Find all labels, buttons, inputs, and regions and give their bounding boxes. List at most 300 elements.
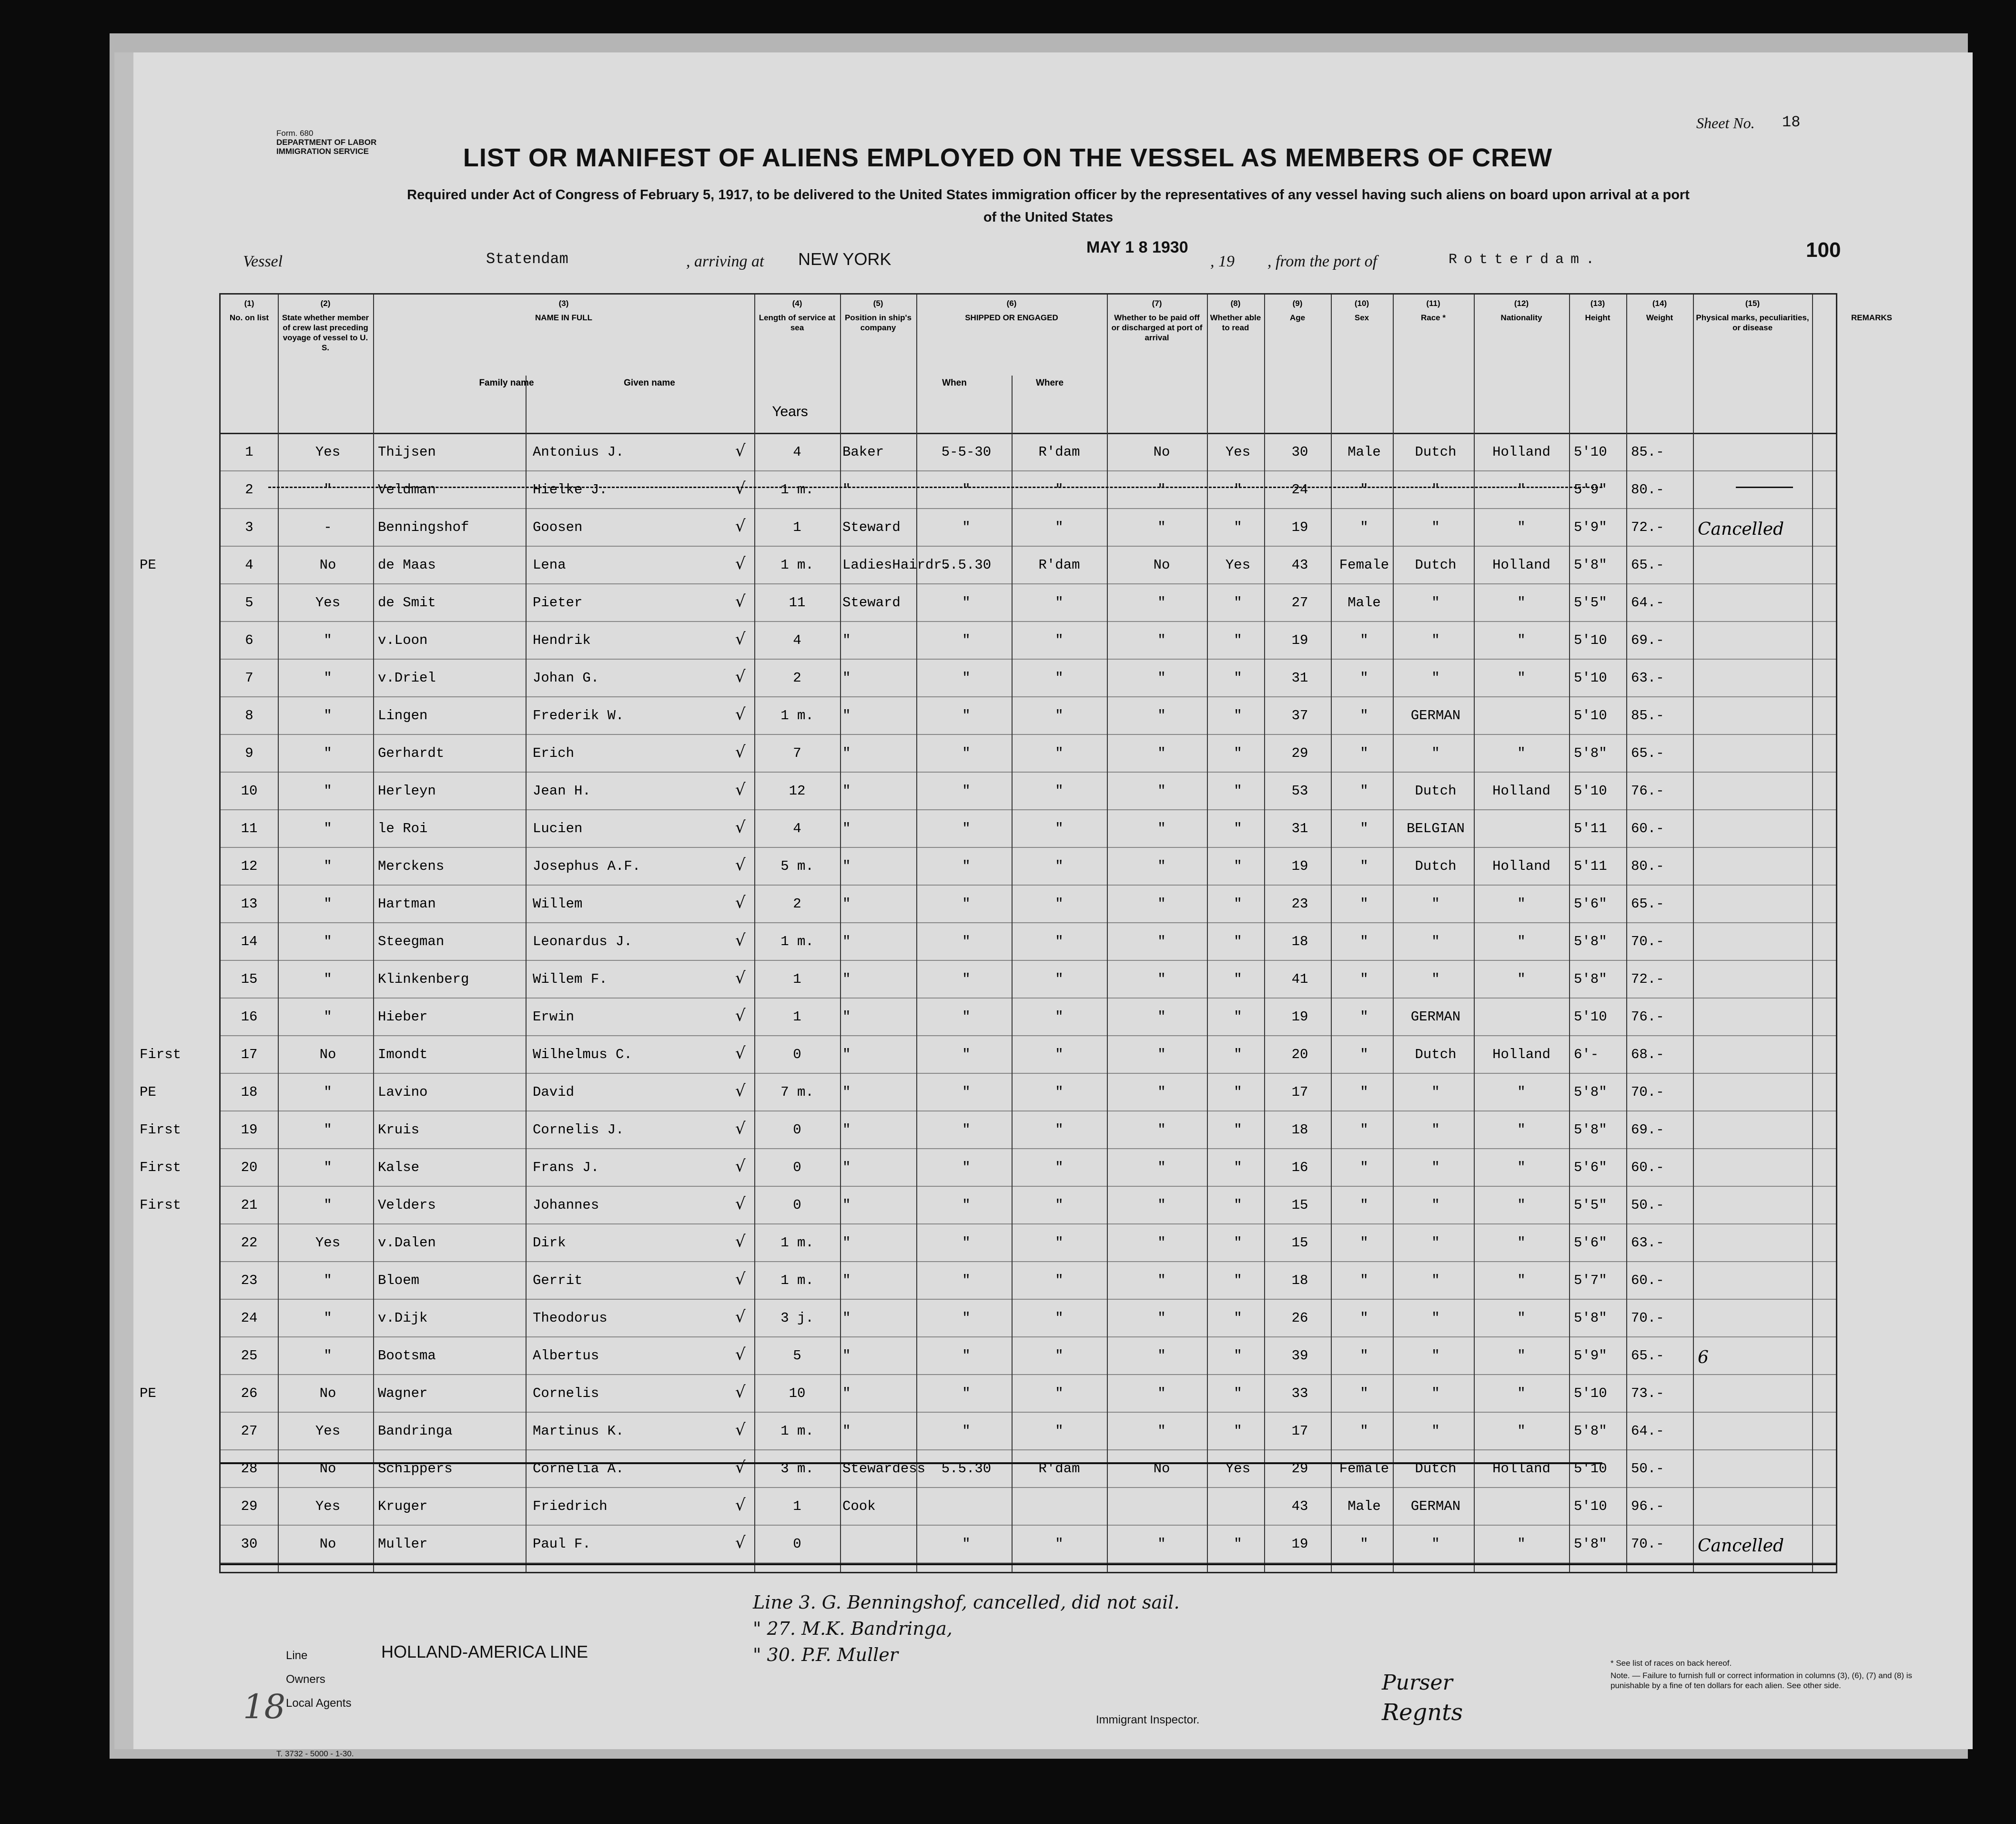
cell-position: "	[842, 1235, 851, 1251]
cell-no: 12	[241, 858, 258, 874]
form-number: Form. 680	[276, 129, 314, 138]
cell-sex: "	[1360, 708, 1368, 723]
cell-prev: "	[324, 1084, 332, 1100]
cell-height: 5'9"	[1574, 1348, 1607, 1364]
cell-paid: "	[1157, 971, 1166, 987]
column-number: (10)	[1354, 299, 1369, 308]
cell-when: "	[962, 783, 971, 799]
strike-row-30	[221, 1563, 1836, 1565]
cell-nat: "	[1517, 1273, 1526, 1288]
cell-read: "	[1234, 971, 1242, 987]
sheet-label: Sheet No.	[1696, 114, 1755, 132]
cell-prev: Yes	[315, 1423, 341, 1439]
cell-age: 39	[1291, 1348, 1308, 1364]
cell-read: "	[1234, 1348, 1242, 1364]
cell-when: "	[962, 1536, 971, 1552]
cell-prev: "	[324, 670, 332, 686]
cell-sex: "	[1360, 1197, 1368, 1213]
cell-service: 2	[793, 896, 801, 912]
cell-given: Frans J.	[533, 1160, 599, 1175]
vessel-label: Vessel	[243, 253, 283, 270]
column-divider	[754, 295, 755, 1572]
cell-race: GERMAN	[1410, 1009, 1461, 1025]
cell-service: 0	[793, 1047, 801, 1062]
cell-where: "	[1055, 896, 1064, 912]
cell-given: Theodorus	[533, 1310, 608, 1326]
row-divider	[221, 809, 1836, 810]
row-divider	[221, 1525, 1836, 1526]
cell-race: "	[1431, 971, 1440, 987]
cell-where: "	[1055, 632, 1064, 648]
cell-paid: "	[1157, 1536, 1166, 1552]
cell-height: 5'8"	[1574, 934, 1607, 949]
cell-sex: Male	[1347, 1498, 1381, 1514]
cell-no: 13	[241, 896, 258, 912]
cell-when: "	[962, 595, 971, 611]
cell-race: Dutch	[1415, 783, 1457, 799]
row-divider	[221, 546, 1836, 547]
column-divider	[1207, 295, 1208, 1572]
cell-race: "	[1431, 934, 1440, 949]
page-stamp: 100	[1806, 238, 1841, 262]
cell-weight: 69.-	[1631, 1122, 1664, 1138]
cell-paid: "	[1157, 783, 1166, 799]
cell-when: "	[962, 520, 971, 535]
owners-label: Owners	[286, 1673, 325, 1686]
cell-paid: "	[1157, 1160, 1166, 1175]
cell-read: "	[1234, 595, 1242, 611]
cell-position: "	[842, 1386, 851, 1401]
cell-position: Stewardess	[842, 1461, 926, 1477]
cell-given: Wilhelmus C.	[533, 1047, 632, 1062]
cell-position: "	[842, 896, 851, 912]
cell-read: "	[1234, 1536, 1242, 1552]
check-mark-icon: √	[735, 1081, 746, 1101]
check-mark-icon: √	[735, 743, 746, 762]
column-divider	[1264, 295, 1265, 1572]
cell-family: Bandringa	[378, 1423, 453, 1439]
subtitle-2: of the United States	[983, 210, 1114, 225]
cell-given: Gerrit	[533, 1273, 583, 1288]
cell-family: Kruis	[378, 1122, 420, 1138]
cell-weight: 70.-	[1631, 1310, 1664, 1326]
cell-given: Pieter	[533, 595, 583, 611]
row-divider	[221, 1299, 1836, 1300]
cell-nat: "	[1517, 1348, 1526, 1364]
cell-service: 0	[793, 1122, 801, 1138]
cell-paid: No	[1153, 557, 1170, 573]
cell-nat: "	[1517, 745, 1526, 761]
cell-nat: "	[1517, 482, 1526, 498]
row-divider	[221, 1186, 1836, 1187]
cell-position: "	[842, 670, 851, 686]
cell-prev: "	[324, 1348, 332, 1364]
check-mark-icon: √	[735, 1270, 746, 1289]
cell-family: Velders	[378, 1197, 436, 1213]
cell-where: "	[1055, 1235, 1064, 1251]
cell-age: 18	[1291, 1122, 1308, 1138]
cell-nat: Holland	[1492, 557, 1550, 573]
cell-given: Paul F.	[533, 1536, 591, 1552]
row-divider	[221, 885, 1836, 886]
when-header: When	[942, 378, 967, 388]
cell-nat: "	[1517, 1197, 1526, 1213]
check-mark-icon: √	[735, 479, 746, 498]
manifest-table	[140, 293, 1892, 1573]
check-mark-icon: √	[735, 1345, 746, 1364]
print-code: T. 3732 - 5000 - 1-30.	[276, 1749, 354, 1758]
cell-given: Dirk	[533, 1235, 566, 1251]
cell-service: 4	[793, 821, 801, 836]
check-mark-icon: √	[735, 968, 746, 988]
cell-sex: "	[1360, 1047, 1368, 1062]
cell-sex: "	[1360, 896, 1368, 912]
cell-family: de Smit	[378, 595, 436, 611]
footer-note-2: " 27. M.K. Bandringa,	[753, 1618, 952, 1639]
column-header: Height	[1585, 313, 1611, 322]
sheet-number: 18	[1782, 113, 1801, 131]
cell-paid: "	[1157, 1310, 1166, 1326]
signature: Regnts	[1382, 1699, 1463, 1726]
cell-where: "	[1055, 1423, 1064, 1439]
cell-weight: 85.-	[1631, 444, 1664, 460]
cell-where: "	[1055, 520, 1064, 535]
cell-family: Imondt	[378, 1047, 428, 1062]
page-title: LIST OR MANIFEST OF ALIENS EMPLOYED ON THE VESSEL AS MEMBERS OF CREW	[463, 143, 1553, 172]
cell-read: "	[1234, 1047, 1242, 1062]
cell-age: 15	[1291, 1235, 1308, 1251]
cell-read: "	[1234, 708, 1242, 723]
cell-family: Schippers	[378, 1461, 453, 1477]
cell-prev: "	[324, 934, 332, 949]
cell-prev: "	[324, 708, 332, 723]
column-number: (6)	[1006, 299, 1017, 308]
cell-height: 5'9"	[1574, 482, 1607, 498]
cell-weight: 76.-	[1631, 1009, 1664, 1025]
cell-position: Baker	[842, 444, 884, 460]
cell-read: "	[1234, 1122, 1242, 1138]
column-header: State whether member of crew last preceding voyage of vessel to U. S.	[282, 313, 369, 352]
cell-given: Antonius J.	[533, 444, 624, 460]
cell-prev: "	[324, 1197, 332, 1213]
cell-service: 1 m.	[780, 1273, 814, 1288]
cell-nat: "	[1517, 1423, 1526, 1439]
cell-prev: Yes	[315, 595, 341, 611]
cell-no: 9	[245, 745, 253, 761]
cell-sex: "	[1360, 520, 1368, 535]
cell-age: 19	[1291, 1536, 1308, 1552]
cell-position: "	[842, 821, 851, 836]
year-label: , 19	[1210, 253, 1235, 270]
line-value: HOLLAND-AMERICA LINE	[381, 1642, 588, 1661]
cell-family: Merckens	[378, 858, 445, 874]
cell-where: "	[1055, 1009, 1064, 1025]
cell-given: Josephus A.F.	[533, 858, 641, 874]
row-divider	[221, 1035, 1836, 1036]
cell-prev: "	[324, 783, 332, 799]
cell-prev: "	[324, 1273, 332, 1288]
cell-service: 1 m.	[780, 1423, 814, 1439]
cell-prev: "	[324, 745, 332, 761]
cell-race: GERMAN	[1410, 1498, 1461, 1514]
cell-service: 1 m.	[780, 1235, 814, 1251]
cell-given: Willem F.	[533, 971, 608, 987]
cell-nat: Holland	[1492, 783, 1550, 799]
column-header: Whether able to read	[1210, 313, 1261, 332]
cell-sex: "	[1360, 1273, 1368, 1288]
cell-nat: "	[1517, 1386, 1526, 1401]
cell-race: Dutch	[1415, 1047, 1457, 1062]
cell-weight: 85.-	[1631, 708, 1664, 723]
cell-height: 5'8"	[1574, 1084, 1607, 1100]
cell-age: 18	[1291, 1273, 1308, 1288]
cell-when: "	[962, 1386, 971, 1401]
cell-service: 1 m.	[780, 482, 814, 498]
cell-family: Kalse	[378, 1160, 420, 1175]
cell-paid: "	[1157, 595, 1166, 611]
check-mark-icon: √	[735, 630, 746, 649]
cell-read: "	[1234, 1197, 1242, 1213]
cell-position: Steward	[842, 595, 901, 611]
cell-when: "	[962, 1310, 971, 1326]
cell-position: "	[842, 1047, 851, 1062]
cell-service: 5 m.	[780, 858, 814, 874]
cell-prev: "	[324, 482, 332, 498]
cell-given: Cornelia A.	[533, 1461, 624, 1477]
cell-no: 16	[241, 1009, 258, 1025]
cell-family: Veldman	[378, 482, 436, 498]
cell-weight: 72.-	[1631, 971, 1664, 987]
cell-nat: "	[1517, 934, 1526, 949]
cell-where: "	[1055, 1273, 1064, 1288]
cell-position: "	[842, 1310, 851, 1326]
cell-where: "	[1055, 1047, 1064, 1062]
cell-when: 5.5.30	[941, 1461, 992, 1477]
row-divider	[221, 583, 1836, 584]
cell-weight: 65.-	[1631, 745, 1664, 761]
cell-prev: "	[324, 1009, 332, 1025]
column-number: (13)	[1590, 299, 1605, 308]
cell-weight: 96.-	[1631, 1498, 1664, 1514]
cell-no: 28	[241, 1461, 258, 1477]
row-divider	[221, 659, 1836, 660]
cell-where: "	[1055, 1197, 1064, 1213]
cell-given: Cornelis	[533, 1386, 599, 1401]
cell-weight: 65.-	[1631, 557, 1664, 573]
cell-position: "	[842, 971, 851, 987]
cell-when: "	[962, 1423, 971, 1439]
cell-weight: 80.-	[1631, 482, 1664, 498]
cell-family: le Roi	[378, 821, 428, 836]
cell-weight: 63.-	[1631, 670, 1664, 686]
cell-when: "	[962, 858, 971, 874]
cell-sex: Female	[1339, 557, 1389, 573]
cell-sex: "	[1360, 971, 1368, 987]
cell-read: "	[1234, 896, 1242, 912]
cell-weight: 63.-	[1631, 1235, 1664, 1251]
cell-height: 5'11	[1574, 858, 1607, 874]
cell-race: "	[1431, 1273, 1440, 1288]
cell-where: "	[1055, 745, 1064, 761]
cell-paid: "	[1157, 1009, 1166, 1025]
cell-age: 27	[1291, 595, 1308, 611]
cell-age: 17	[1291, 1423, 1308, 1439]
cell-note: PE	[140, 1084, 156, 1100]
cell-when: "	[962, 1197, 971, 1213]
cell-no: 8	[245, 708, 253, 723]
cell-no: 10	[241, 783, 258, 799]
cell-sex: "	[1360, 1423, 1368, 1439]
cell-race: "	[1431, 670, 1440, 686]
cell-position: "	[842, 1009, 851, 1025]
cell-family: Benningshof	[378, 520, 469, 535]
column-divider	[1812, 295, 1813, 1572]
cell-weight: 72.-	[1631, 520, 1664, 535]
service: IMMIGRATION SERVICE	[276, 147, 369, 156]
manifest-sheet	[133, 52, 1973, 1758]
cell-service: 0	[793, 1197, 801, 1213]
cell-no: 21	[241, 1197, 258, 1213]
cell-no: 30	[241, 1536, 258, 1552]
cell-sex: "	[1360, 1122, 1368, 1138]
cell-prev: "	[324, 858, 332, 874]
cell-race: Dutch	[1415, 557, 1457, 573]
where-header: Where	[1035, 378, 1064, 388]
cell-position: "	[842, 858, 851, 874]
cell-family: Bootsma	[378, 1348, 436, 1364]
arrival-port: NEW YORK	[798, 249, 891, 269]
cell-age: 33	[1291, 1386, 1308, 1401]
cell-note: First	[140, 1047, 182, 1062]
cell-no: 4	[245, 557, 253, 573]
cell-family: Thijsen	[378, 444, 436, 460]
row-divider	[221, 1374, 1836, 1375]
cell-when: "	[962, 1122, 971, 1138]
cell-position: "	[842, 1423, 851, 1439]
cell-race: GERMAN	[1410, 708, 1461, 723]
cell-given: Johan G.	[533, 670, 599, 686]
cell-prev: "	[324, 632, 332, 648]
cell-given: Leonardus J.	[533, 934, 632, 949]
cell-given: Lucien	[533, 821, 583, 836]
footer-note-1: Line 3. G. Benningshof, cancelled, did not sail.	[753, 1592, 1180, 1613]
cell-prev: No	[319, 1536, 336, 1552]
cell-where: R'dam	[1038, 1461, 1080, 1477]
column-header: Whether to be paid off or discharged at port of arrival	[1111, 313, 1203, 342]
family-name-header: Family name	[479, 378, 534, 388]
cell-nat: "	[1517, 1084, 1526, 1100]
cell-age: 17	[1291, 1084, 1308, 1100]
cell-when: "	[962, 1047, 971, 1062]
cell-service: 1	[793, 520, 801, 535]
cell-when: "	[962, 1235, 971, 1251]
cell-family: Lavino	[378, 1084, 428, 1100]
cell-service: 7 m.	[780, 1084, 814, 1100]
cell-when: "	[962, 708, 971, 723]
cell-read: "	[1234, 1386, 1242, 1401]
cell-where: "	[1055, 783, 1064, 799]
cell-sex: "	[1360, 1386, 1368, 1401]
cell-no: 24	[241, 1310, 258, 1326]
cell-service: 5	[793, 1348, 801, 1364]
cell-no: 25	[241, 1348, 258, 1364]
column-header: SHIPPED OR ENGAGED	[965, 313, 1058, 322]
column-divider	[1331, 295, 1332, 1572]
cell-paid: "	[1157, 1197, 1166, 1213]
check-mark-icon: √	[735, 667, 746, 686]
column-number: (1)	[244, 299, 254, 308]
cell-no: 29	[241, 1498, 258, 1514]
row-divider	[221, 1073, 1836, 1074]
cell-sex: "	[1360, 934, 1368, 949]
cell-age: 19	[1291, 520, 1308, 535]
cell-race: "	[1431, 632, 1440, 648]
cell-age: 15	[1291, 1197, 1308, 1213]
check-mark-icon: √	[735, 1458, 746, 1477]
cell-race: "	[1431, 1084, 1440, 1100]
column-header: NAME IN FULL	[535, 313, 592, 322]
cell-weight: 50.-	[1631, 1197, 1664, 1213]
cell-height: 5'10	[1574, 1009, 1607, 1025]
column-number: (11)	[1426, 299, 1440, 308]
cell-service: 0	[793, 1160, 801, 1175]
cell-race: "	[1431, 896, 1440, 912]
cell-weight: 70.-	[1631, 934, 1664, 949]
cell-weight: 64.-	[1631, 595, 1664, 611]
check-mark-icon: √	[735, 1533, 746, 1552]
cell-height: 5'6"	[1574, 896, 1607, 912]
cell-service: 1	[793, 1009, 801, 1025]
cell-remarks: 6	[1698, 1348, 1709, 1367]
cell-nat: "	[1517, 896, 1526, 912]
cell-race: "	[1431, 482, 1440, 498]
cell-nat: "	[1517, 1310, 1526, 1326]
cell-service: 1 m.	[780, 557, 814, 573]
cell-prev: Yes	[315, 1235, 341, 1251]
cell-prev: "	[324, 821, 332, 836]
row-divider	[221, 960, 1836, 961]
cell-age: 29	[1291, 1461, 1308, 1477]
cell-weight: 60.-	[1631, 1273, 1664, 1288]
column-number: (8)	[1230, 299, 1241, 308]
strike-row-3	[268, 487, 1602, 488]
cell-where: "	[1055, 858, 1064, 874]
cell-age: 31	[1291, 670, 1308, 686]
cell-paid: "	[1157, 1047, 1166, 1062]
cell-position: "	[842, 783, 851, 799]
cell-height: 5'6"	[1574, 1160, 1607, 1175]
cell-paid: "	[1157, 1348, 1166, 1364]
column-number: (15)	[1745, 299, 1760, 308]
cell-service: 1 m.	[780, 708, 814, 723]
cell-when: 5.5.30	[941, 557, 992, 573]
check-mark-icon: √	[735, 1496, 746, 1515]
cell-no: 18	[241, 1084, 258, 1100]
cell-paid: "	[1157, 858, 1166, 874]
row-divider	[221, 621, 1836, 622]
column-header: No. on list	[229, 313, 269, 322]
check-mark-icon: √	[735, 1006, 746, 1025]
cell-family: v.Loon	[378, 632, 428, 648]
cell-position: "	[842, 1160, 851, 1175]
cell-nat: "	[1517, 1122, 1526, 1138]
cell-read: "	[1234, 1423, 1242, 1439]
cell-when: "	[962, 745, 971, 761]
cell-paid: "	[1157, 1423, 1166, 1439]
cell-no: 5	[245, 595, 253, 611]
cell-note: PE	[140, 1386, 156, 1401]
subcolumn-divider	[1012, 376, 1013, 1572]
